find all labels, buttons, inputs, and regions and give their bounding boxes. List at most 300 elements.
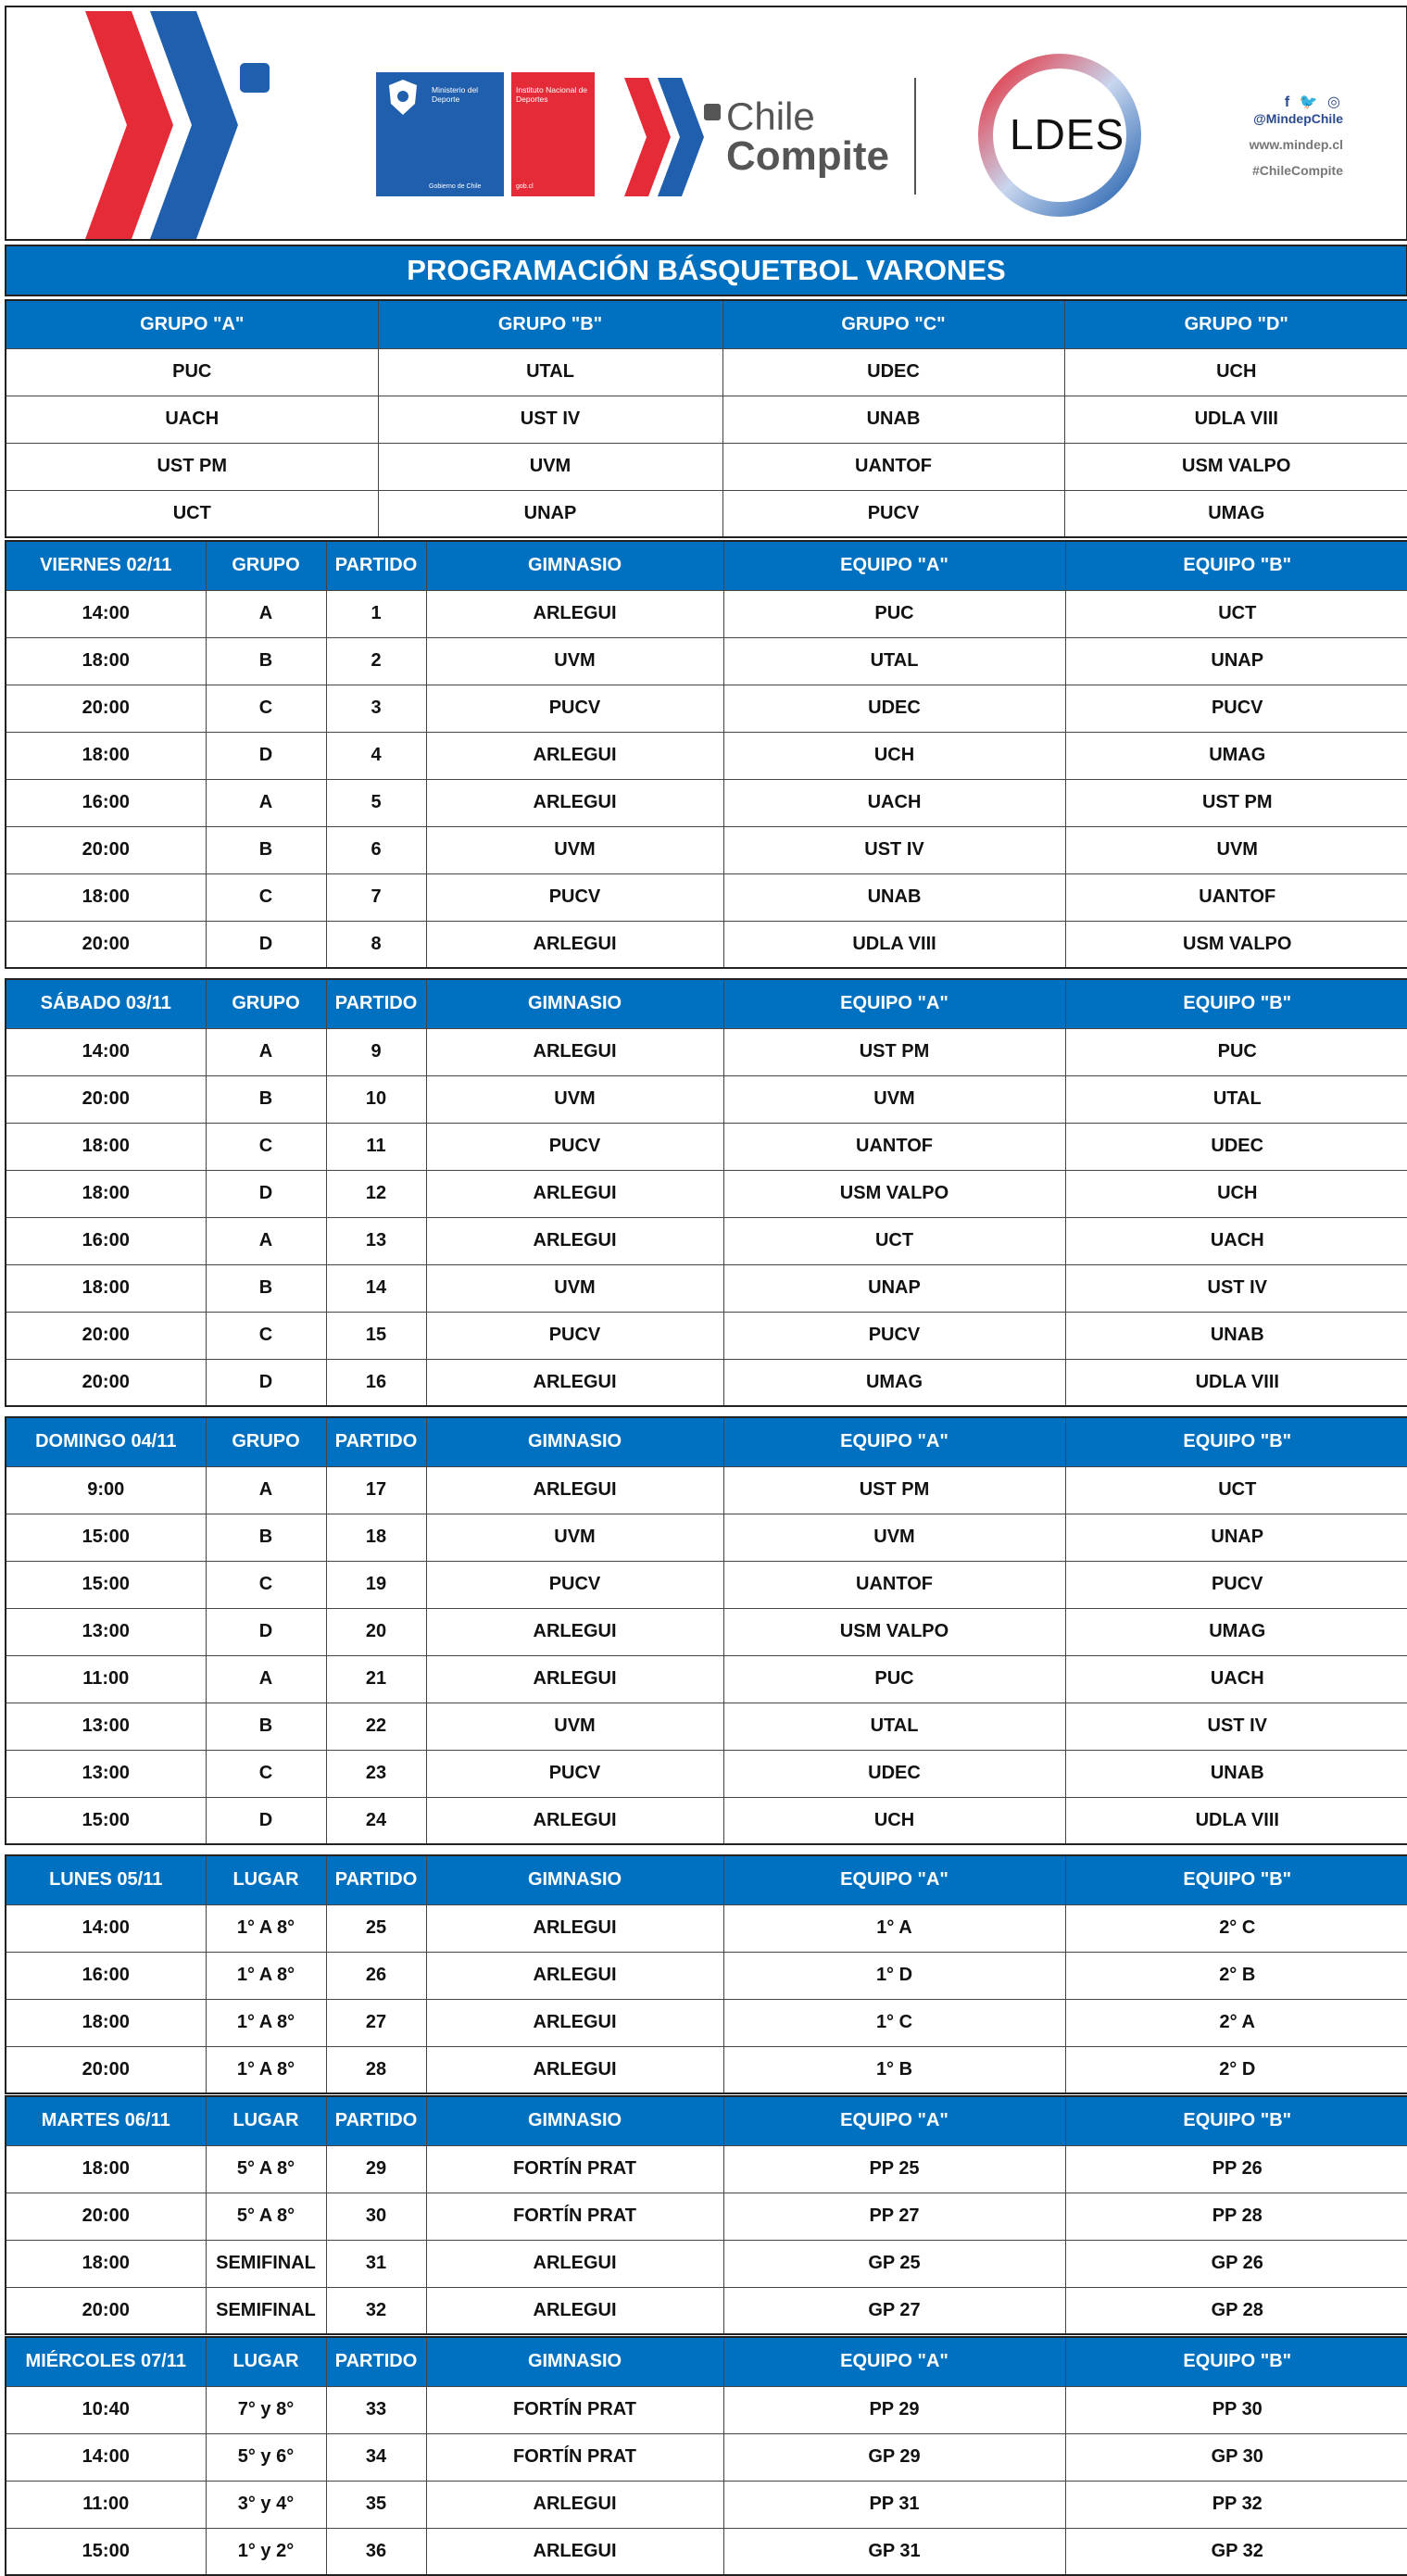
team-b: UNAB (1065, 1312, 1407, 1359)
match-group: 1° A 8° (206, 1952, 326, 1999)
match-gym: ARLEGUI (426, 1170, 723, 1217)
match-number: 6 (326, 826, 426, 873)
match-number: 21 (326, 1655, 426, 1703)
day-schedule-table (5, 1416, 1407, 1845)
column-header: PARTIDO (326, 541, 426, 590)
day-schedule-table (5, 540, 1407, 969)
column-header: GIMNASIO (426, 541, 723, 590)
match-time: 20:00 (6, 1075, 206, 1123)
match-number: 16 (326, 1359, 426, 1406)
group-team: UDEC (722, 348, 1064, 396)
group-row (6, 443, 1407, 490)
match-number: 22 (326, 1703, 426, 1750)
match-time: 20:00 (6, 1312, 206, 1359)
team-a: 1° D (723, 1952, 1065, 1999)
groups-header-row (6, 300, 1407, 348)
match-number: 36 (326, 2528, 426, 2575)
match-row (6, 685, 1407, 732)
team-a: UNAP (723, 1264, 1065, 1312)
day-header-row (6, 1417, 1407, 1466)
match-row (6, 2386, 1407, 2433)
group-team: USM VALPO (1064, 443, 1407, 490)
team-b: UANTOF (1065, 873, 1407, 921)
team-b: PP 26 (1065, 2145, 1407, 2193)
chile-compite-chevron-logo (81, 9, 284, 241)
match-gym: ARLEGUI (426, 1608, 723, 1655)
match-row (6, 1466, 1407, 1514)
mindep-footer: Gobierno de Chile (429, 183, 482, 190)
match-row (6, 2528, 1407, 2575)
team-a: UNAB (723, 873, 1065, 921)
match-group: C (206, 1750, 326, 1797)
match-time: 15:00 (6, 1514, 206, 1561)
mindep-ind-logo (376, 72, 595, 196)
match-gym: ARLEGUI (426, 1466, 723, 1514)
column-header: GIMNASIO (426, 2337, 723, 2386)
team-b: UACH (1065, 1217, 1407, 1264)
column-header: EQUIPO "B" (1065, 979, 1407, 1028)
day-header-row (6, 2096, 1407, 2145)
match-row (6, 921, 1407, 968)
team-b: PP 28 (1065, 2193, 1407, 2240)
match-time: 13:00 (6, 1608, 206, 1655)
team-a: UANTOF (723, 1123, 1065, 1170)
match-time: 18:00 (6, 873, 206, 921)
match-gym: PUCV (426, 873, 723, 921)
match-time: 20:00 (6, 921, 206, 968)
groups-table (5, 299, 1407, 538)
match-row (6, 1312, 1407, 1359)
team-a: UST IV (723, 826, 1065, 873)
match-group: 3° y 4° (206, 2481, 326, 2528)
group-team: PUC (6, 348, 378, 396)
match-group: B (206, 1075, 326, 1123)
team-a: GP 29 (723, 2433, 1065, 2481)
match-row (6, 826, 1407, 873)
team-a: PP 25 (723, 2145, 1065, 2193)
column-header: EQUIPO "A" (723, 541, 1065, 590)
column-header: EQUIPO "A" (723, 979, 1065, 1028)
page-title: PROGRAMACIÓN BÁSQUETBOL VARONES (5, 245, 1407, 296)
match-number: 15 (326, 1312, 426, 1359)
match-row (6, 1999, 1407, 2046)
day-title: LUNES 05/11 (6, 1855, 206, 1904)
match-group: 1° A 8° (206, 1999, 326, 2046)
match-group: 7° y 8° (206, 2386, 326, 2433)
match-gym: ARLEGUI (426, 1028, 723, 1075)
team-a: PUCV (723, 1312, 1065, 1359)
team-b: UCH (1065, 1170, 1407, 1217)
match-gym: FORTÍN PRAT (426, 2386, 723, 2433)
match-number: 18 (326, 1514, 426, 1561)
team-a: UCT (723, 1217, 1065, 1264)
team-a: UACH (723, 779, 1065, 826)
group-header: GRUPO "A" (6, 300, 378, 348)
team-b: UACH (1065, 1655, 1407, 1703)
column-header: LUGAR (206, 1855, 326, 1904)
team-b: PUCV (1065, 685, 1407, 732)
team-a: UST PM (723, 1028, 1065, 1075)
group-team: PUCV (722, 490, 1064, 537)
team-b: UVM (1065, 826, 1407, 873)
match-number: 3 (326, 685, 426, 732)
team-a: UDLA VIII (723, 921, 1065, 968)
match-row (6, 1561, 1407, 1608)
day-schedule-table (5, 1854, 1407, 2094)
team-b: UDLA VIII (1065, 1359, 1407, 1406)
social-handle: @MindepChile (1253, 111, 1343, 126)
team-b: UMAG (1065, 732, 1407, 779)
match-row (6, 637, 1407, 685)
match-group: D (206, 1608, 326, 1655)
team-a: USM VALPO (723, 1170, 1065, 1217)
match-row (6, 1608, 1407, 1655)
column-header: GIMNASIO (426, 1417, 723, 1466)
match-gym: ARLEGUI (426, 921, 723, 968)
team-a: UTAL (723, 1703, 1065, 1750)
day-header-row (6, 1855, 1407, 1904)
match-time: 10:40 (6, 2386, 206, 2433)
match-number: 35 (326, 2481, 426, 2528)
team-a: UDEC (723, 685, 1065, 732)
team-b: PP 30 (1065, 2386, 1407, 2433)
day-schedule-table (5, 2336, 1407, 2576)
column-header: PARTIDO (326, 1855, 426, 1904)
match-gym: ARLEGUI (426, 1904, 723, 1952)
match-group: A (206, 1655, 326, 1703)
team-a: UTAL (723, 637, 1065, 685)
group-team: UNAP (378, 490, 722, 537)
match-row (6, 1952, 1407, 1999)
match-gym: UVM (426, 1514, 723, 1561)
compite-word: Compite (726, 133, 889, 179)
match-number: 11 (326, 1123, 426, 1170)
match-group: C (206, 1123, 326, 1170)
team-b: PUCV (1065, 1561, 1407, 1608)
match-number: 8 (326, 921, 426, 968)
chile-word: Chile (726, 94, 815, 138)
match-number: 24 (326, 1797, 426, 1844)
team-b: UST IV (1065, 1703, 1407, 1750)
team-a: GP 27 (723, 2287, 1065, 2334)
match-group: 1° A 8° (206, 2046, 326, 2093)
match-time: 18:00 (6, 1170, 206, 1217)
match-time: 18:00 (6, 2145, 206, 2193)
match-group: B (206, 637, 326, 685)
column-header: EQUIPO "B" (1065, 1417, 1407, 1466)
team-a: UVM (723, 1075, 1065, 1123)
group-team: UVM (378, 443, 722, 490)
team-b: UNAP (1065, 637, 1407, 685)
column-header: GRUPO (206, 979, 326, 1028)
match-time: 16:00 (6, 1952, 206, 1999)
column-header: PARTIDO (326, 1417, 426, 1466)
group-team: UDLA VIII (1064, 396, 1407, 443)
match-gym: ARLEGUI (426, 1999, 723, 2046)
group-header: GRUPO "C" (722, 300, 1064, 348)
day-title: DOMINGO 04/11 (6, 1417, 206, 1466)
match-gym: ARLEGUI (426, 2287, 723, 2334)
group-team: UST PM (6, 443, 378, 490)
team-a: UCH (723, 1797, 1065, 1844)
match-gym: UVM (426, 826, 723, 873)
column-header: PARTIDO (326, 979, 426, 1028)
match-group: A (206, 1217, 326, 1264)
match-row (6, 1075, 1407, 1123)
match-number: 5 (326, 779, 426, 826)
team-a: UMAG (723, 1359, 1065, 1406)
mindep-label: Ministerio del Deporte (432, 85, 479, 104)
day-title: VIERNES 02/11 (6, 541, 206, 590)
team-b: 2° D (1065, 2046, 1407, 2093)
match-number: 34 (326, 2433, 426, 2481)
match-gym: ARLEGUI (426, 1655, 723, 1703)
chile-compite-chevron-icon (622, 76, 724, 201)
match-row (6, 1028, 1407, 1075)
match-row (6, 1655, 1407, 1703)
match-group: D (206, 1797, 326, 1844)
match-row (6, 2240, 1407, 2287)
team-a: PUC (723, 590, 1065, 637)
match-time: 20:00 (6, 2193, 206, 2240)
match-time: 11:00 (6, 1655, 206, 1703)
match-number: 29 (326, 2145, 426, 2193)
match-group: 5° A 8° (206, 2145, 326, 2193)
match-number: 9 (326, 1028, 426, 1075)
group-team: UTAL (378, 348, 722, 396)
team-b: UTAL (1065, 1075, 1407, 1123)
team-a: UANTOF (723, 1561, 1065, 1608)
match-time: 18:00 (6, 637, 206, 685)
match-group: 5° A 8° (206, 2193, 326, 2240)
match-gym: ARLEGUI (426, 2240, 723, 2287)
group-team: UST IV (378, 396, 722, 443)
match-number: 25 (326, 1904, 426, 1952)
day-header-row (6, 979, 1407, 1028)
match-group: D (206, 1359, 326, 1406)
match-time: 16:00 (6, 1217, 206, 1264)
column-header: GIMNASIO (426, 979, 723, 1028)
match-group: A (206, 1028, 326, 1075)
match-group: B (206, 1264, 326, 1312)
match-group: 1° A 8° (206, 1904, 326, 1952)
match-number: 26 (326, 1952, 426, 1999)
match-gym: ARLEGUI (426, 1952, 723, 1999)
social-icons: f 🐦 ◎ (1284, 94, 1343, 110)
match-group: D (206, 1170, 326, 1217)
match-number: 28 (326, 2046, 426, 2093)
header-banner (5, 6, 1407, 241)
match-time: 14:00 (6, 590, 206, 637)
column-header: EQUIPO "B" (1065, 2096, 1407, 2145)
team-b: UNAB (1065, 1750, 1407, 1797)
match-row (6, 2287, 1407, 2334)
match-group: SEMIFINAL (206, 2287, 326, 2334)
match-gym: PUCV (426, 1312, 723, 1359)
group-team: UNAB (722, 396, 1064, 443)
team-b: UDLA VIII (1065, 1797, 1407, 1844)
match-gym: ARLEGUI (426, 779, 723, 826)
website-url: www.mindep.cl (1249, 137, 1343, 152)
match-gym: UVM (426, 1075, 723, 1123)
match-time: 13:00 (6, 1750, 206, 1797)
hashtag: #ChileCompite (1251, 163, 1343, 178)
match-row (6, 1750, 1407, 1797)
team-a: PP 27 (723, 2193, 1065, 2240)
team-a: UVM (723, 1514, 1065, 1561)
match-gym: UVM (426, 637, 723, 685)
coat-of-arms-icon (380, 76, 426, 120)
column-header: EQUIPO "A" (723, 2096, 1065, 2145)
ind-block (511, 72, 595, 196)
match-time: 18:00 (6, 1264, 206, 1312)
match-group: SEMIFINAL (206, 2240, 326, 2287)
match-time: 15:00 (6, 1561, 206, 1608)
match-group: C (206, 685, 326, 732)
team-b: UCT (1065, 590, 1407, 637)
match-group: B (206, 1703, 326, 1750)
match-time: 20:00 (6, 2287, 206, 2334)
match-row (6, 1264, 1407, 1312)
team-a: PP 31 (723, 2481, 1065, 2528)
match-time: 9:00 (6, 1466, 206, 1514)
column-header: GIMNASIO (426, 2096, 723, 2145)
group-team: UANTOF (722, 443, 1064, 490)
match-row (6, 873, 1407, 921)
group-row (6, 490, 1407, 537)
match-number: 4 (326, 732, 426, 779)
match-number: 14 (326, 1264, 426, 1312)
team-b: UDEC (1065, 1123, 1407, 1170)
match-gym: UVM (426, 1264, 723, 1312)
match-row (6, 732, 1407, 779)
team-b: GP 26 (1065, 2240, 1407, 2287)
match-group: 5° y 6° (206, 2433, 326, 2481)
match-number: 23 (326, 1750, 426, 1797)
column-header: EQUIPO "B" (1065, 2337, 1407, 2386)
match-gym: FORTÍN PRAT (426, 2193, 723, 2240)
team-a: GP 31 (723, 2528, 1065, 2575)
match-gym: PUCV (426, 685, 723, 732)
match-row (6, 1170, 1407, 1217)
match-number: 30 (326, 2193, 426, 2240)
column-header: GIMNASIO (426, 1855, 723, 1904)
match-gym: PUCV (426, 1123, 723, 1170)
match-group: B (206, 1514, 326, 1561)
group-team: UACH (6, 396, 378, 443)
match-time: 16:00 (6, 779, 206, 826)
team-b: UMAG (1065, 1608, 1407, 1655)
match-gym: PUCV (426, 1561, 723, 1608)
column-header: EQUIPO "A" (723, 2337, 1065, 2386)
match-row (6, 1904, 1407, 1952)
team-a: USM VALPO (723, 1608, 1065, 1655)
match-number: 31 (326, 2240, 426, 2287)
match-number: 17 (326, 1466, 426, 1514)
group-team: UMAG (1064, 490, 1407, 537)
column-header: GRUPO (206, 541, 326, 590)
match-group: B (206, 826, 326, 873)
match-group: D (206, 732, 326, 779)
match-number: 13 (326, 1217, 426, 1264)
match-gym: ARLEGUI (426, 732, 723, 779)
match-time: 20:00 (6, 826, 206, 873)
match-time: 20:00 (6, 1359, 206, 1406)
column-header: EQUIPO "A" (723, 1855, 1065, 1904)
match-row (6, 1797, 1407, 1844)
match-row (6, 779, 1407, 826)
match-gym: UVM (426, 1703, 723, 1750)
team-a: GP 25 (723, 2240, 1065, 2287)
match-time: 15:00 (6, 2528, 206, 2575)
day-header-row (6, 2337, 1407, 2386)
team-b: UNAP (1065, 1514, 1407, 1561)
match-time: 18:00 (6, 1999, 206, 2046)
match-gym: FORTÍN PRAT (426, 2433, 723, 2481)
team-a: 1° C (723, 1999, 1065, 2046)
team-b: USM VALPO (1065, 921, 1407, 968)
match-gym: ARLEGUI (426, 1359, 723, 1406)
day-schedule-table (5, 978, 1407, 1407)
match-time: 14:00 (6, 1904, 206, 1952)
match-row (6, 2046, 1407, 2093)
match-gym: PUCV (426, 1750, 723, 1797)
match-group: D (206, 921, 326, 968)
match-time: 18:00 (6, 732, 206, 779)
match-group: C (206, 873, 326, 921)
match-number: 20 (326, 1608, 426, 1655)
match-time: 18:00 (6, 1123, 206, 1170)
column-header: EQUIPO "B" (1065, 1855, 1407, 1904)
group-header: GRUPO "B" (378, 300, 722, 348)
match-group: 1° y 2° (206, 2528, 326, 2575)
match-gym: ARLEGUI (426, 2481, 723, 2528)
column-header: LUGAR (206, 2337, 326, 2386)
match-time: 14:00 (6, 1028, 206, 1075)
match-row (6, 1217, 1407, 1264)
match-time: 14:00 (6, 2433, 206, 2481)
column-header: GRUPO (206, 1417, 326, 1466)
ind-footer: gob.cl (516, 183, 534, 190)
match-number: 2 (326, 637, 426, 685)
team-b: PUC (1065, 1028, 1407, 1075)
group-header: GRUPO "D" (1064, 300, 1407, 348)
match-number: 32 (326, 2287, 426, 2334)
match-number: 7 (326, 873, 426, 921)
match-row (6, 1123, 1407, 1170)
match-group: A (206, 1466, 326, 1514)
social-block (1211, 93, 1343, 178)
match-row (6, 1359, 1407, 1406)
team-b: GP 28 (1065, 2287, 1407, 2334)
team-b: 2° B (1065, 1952, 1407, 1999)
match-number: 27 (326, 1999, 426, 2046)
team-b: GP 32 (1065, 2528, 1407, 2575)
team-a: PP 29 (723, 2386, 1065, 2433)
team-b: GP 30 (1065, 2433, 1407, 2481)
group-row (6, 396, 1407, 443)
match-row (6, 1514, 1407, 1561)
match-group: A (206, 590, 326, 637)
team-a: UCH (723, 732, 1065, 779)
column-header: EQUIPO "B" (1065, 541, 1407, 590)
match-time: 11:00 (6, 2481, 206, 2528)
column-header: LUGAR (206, 2096, 326, 2145)
team-b: UCT (1065, 1466, 1407, 1514)
match-row (6, 2481, 1407, 2528)
team-a: 1° A (723, 1904, 1065, 1952)
match-row (6, 2433, 1407, 2481)
